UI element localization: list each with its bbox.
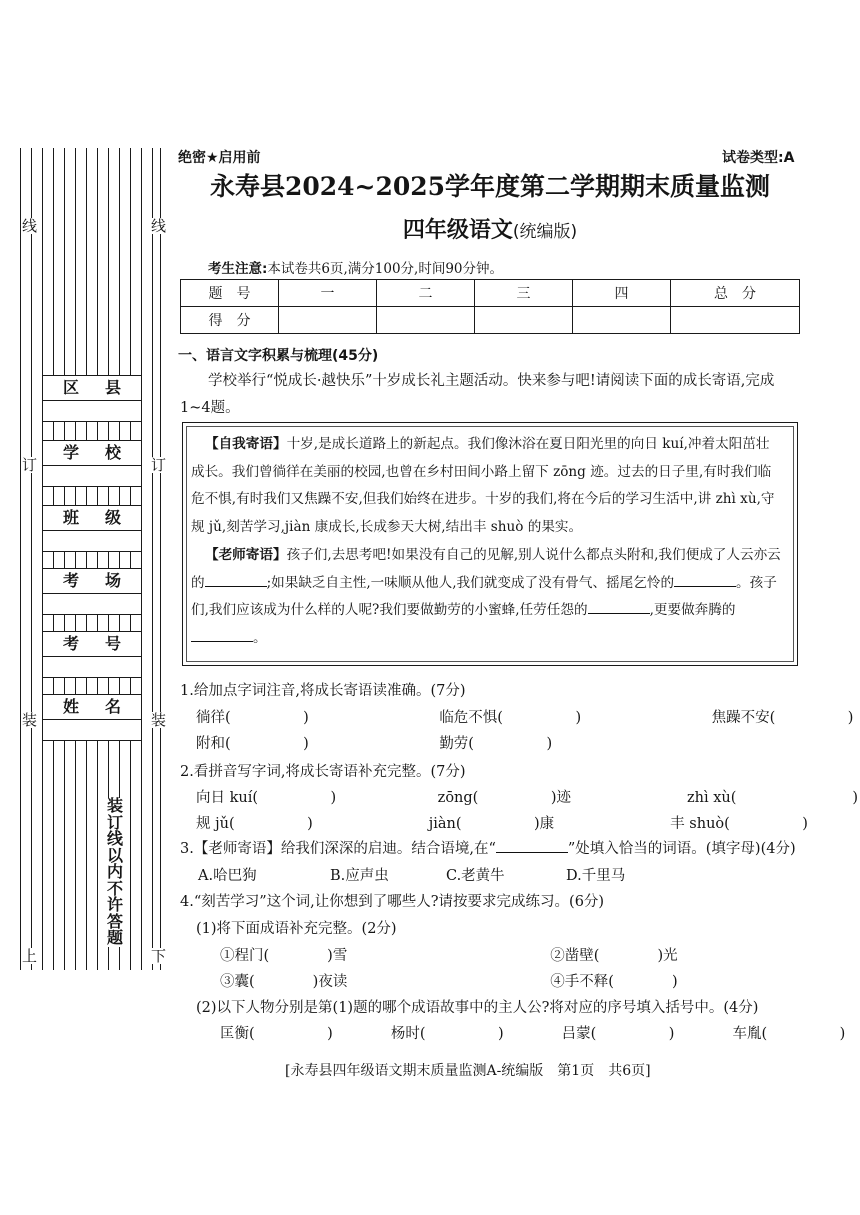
exam-subtitle [180,213,800,244]
binding-line [75,148,76,970]
score-header-row: 题 号 一 二 三 四 总 分 [181,280,800,307]
q4-sub1-row2[interactable]: ③囊( )夜读 ④手不释( ) [220,974,678,990]
binding-line [97,148,98,970]
field-exam-room[interactable]: 考 场 [42,568,142,615]
score-cell[interactable] [573,307,671,334]
section-intro: 学校举行“悦成长·越快乐”十岁成长礼主题活动。快来参与吧!请阅读下面的成长寄语,完成1~4题。 [180,373,775,416]
binding-line [141,148,142,970]
q2-row1[interactable]: 向日 kuí( ) zōng( )迹 zhì xù( ) [196,790,859,806]
binding-shang: 上 [22,947,38,965]
score-cell[interactable] [475,307,573,334]
q4-sub2-row[interactable]: 匡衡( ) 杨时( ) 吕蒙( ) 车胤( ) [220,1026,846,1042]
field-name[interactable]: 姓 名 [42,694,142,741]
binding-ding-left: 订 [22,456,38,474]
score-table [180,279,800,334]
score-value-row: 得 分 [181,307,800,334]
page-footer: [永寿县四年级语文期末质量监测A-统编版 第1页 共6页] [285,1063,651,1079]
binding-note: 装订线以内不许答题 [103,798,127,947]
q2-row2[interactable]: 规 jǔ( ) jiàn( )康 丰 shuò( ) [196,816,808,832]
field-exam-number[interactable]: 考 号 [42,631,142,678]
score-cell[interactable] [671,307,800,334]
binding-line [42,148,43,970]
answer-blank[interactable] [205,574,267,587]
binding-line [53,148,54,970]
field-district[interactable]: 区 县 [42,375,142,422]
q4-sub1-row1[interactable]: ①程门( )雪 ②凿壁( )光 [220,948,678,964]
binding-line [64,148,65,970]
binding-xia: 下 [151,947,167,965]
answer-blank[interactable] [588,601,650,614]
binding-line [152,148,153,970]
binding-line [20,148,21,970]
q1-row1[interactable]: 徜徉( ) 临危不惧( ) 焦躁不安( ) [196,710,854,726]
q1-row2[interactable]: 附和( ) 勤劳( ) [196,736,553,752]
binding-line [130,148,131,970]
binding-line [86,148,87,970]
q3-title: 3.【老师寄语】给我们深深的启迪。结合语境,在“ ”处填入恰当的词语。(填字母)(4分) [180,841,796,857]
teacher-message: 【老师寄语】孩子们,去思考吧!如果没有自己的见解,别人说什么都点头附和,我们便成了人云亦云的 ;如果缺乏自主性,一味顺从他人,我们就变成了没有骨气、摇尾乞怜的 。孩子们,我们应该成为什么样的人呢?我们要做勤劳的小蜜蜂,任劳任怨的 ,更要做奔腾的。 [191,547,781,646]
q2-title: 2.看拼音写字词,将成长寄语补充完整。(7分) [180,764,466,780]
answer-blank[interactable] [496,840,568,853]
binding-xian-left: 线 [22,217,38,235]
answer-blank[interactable] [191,629,253,642]
self-message: 【自我寄语】十岁,是成长道路上的新起点。我们像沐浴在夏日阳光里的向日 kuí,冲着太阳茁壮成长。我们曾徜徉在美丽的校园,也曾在乡村田间小路上留下 zōng 迹。过去的日子里,有时我们临危不惧,有时我们又焦躁不安,但我们始终在进步。十岁的我们,将在今后的学习生活中,讲 zhì xù,守规 jǔ,刻苦学习,jiàn 康成长,长成参天大树,结出丰 shuò 的果实。 [191,436,775,535]
answer-blank[interactable] [674,574,736,587]
binding-line [160,148,161,970]
secret-label: 绝密★启用前 [178,150,261,166]
q4-title: 4.“刻苦学习”这个词,让你想到了哪些人?请按要求完成练习。(6分) [180,894,605,910]
binding-ding-right: 订 [151,456,167,474]
field-class[interactable]: 班 级 [42,505,142,552]
q3-option-a[interactable]: A.哈巴狗 [198,868,257,884]
q4-sub1: (1)将下面成语补充完整。(2分) [196,921,397,937]
binding-xian-right: 线 [151,217,167,235]
section-title: 一、语言文字积累与梳理(45分) [178,348,379,364]
subject-grade: 四年级语文 [402,218,513,243]
q4-sub2: (2)以下人物分别是第(1)题的哪个成语故事中的主人公?将对应的序号填入括号中。(4分) [196,1000,759,1016]
q3-option-c[interactable]: C.老黄牛 [446,868,505,884]
q3-option-d[interactable]: D.千里马 [566,868,626,884]
exam-notice: 考生注意:本试卷共6页,满分100分,时间90分钟。 [208,261,504,277]
q3-option-b[interactable]: B.应声虫 [330,868,389,884]
binding-line [31,148,32,970]
q1-title: 1.给加点字词注音,将成长寄语读准确。(7分) [180,683,466,699]
reading-box [182,422,798,666]
score-cell[interactable] [377,307,475,334]
edition: (统编版) [512,222,578,242]
binding-zhuang-right: 装 [151,711,167,729]
paper-type: 试卷类型:A [722,150,795,166]
field-school[interactable]: 学 校 [42,440,142,487]
score-cell[interactable] [279,307,377,334]
binding-zhuang-left: 装 [22,711,38,729]
exam-title: 永寿县2024~2025学年度第二学期期末质量监测 [209,172,771,201]
